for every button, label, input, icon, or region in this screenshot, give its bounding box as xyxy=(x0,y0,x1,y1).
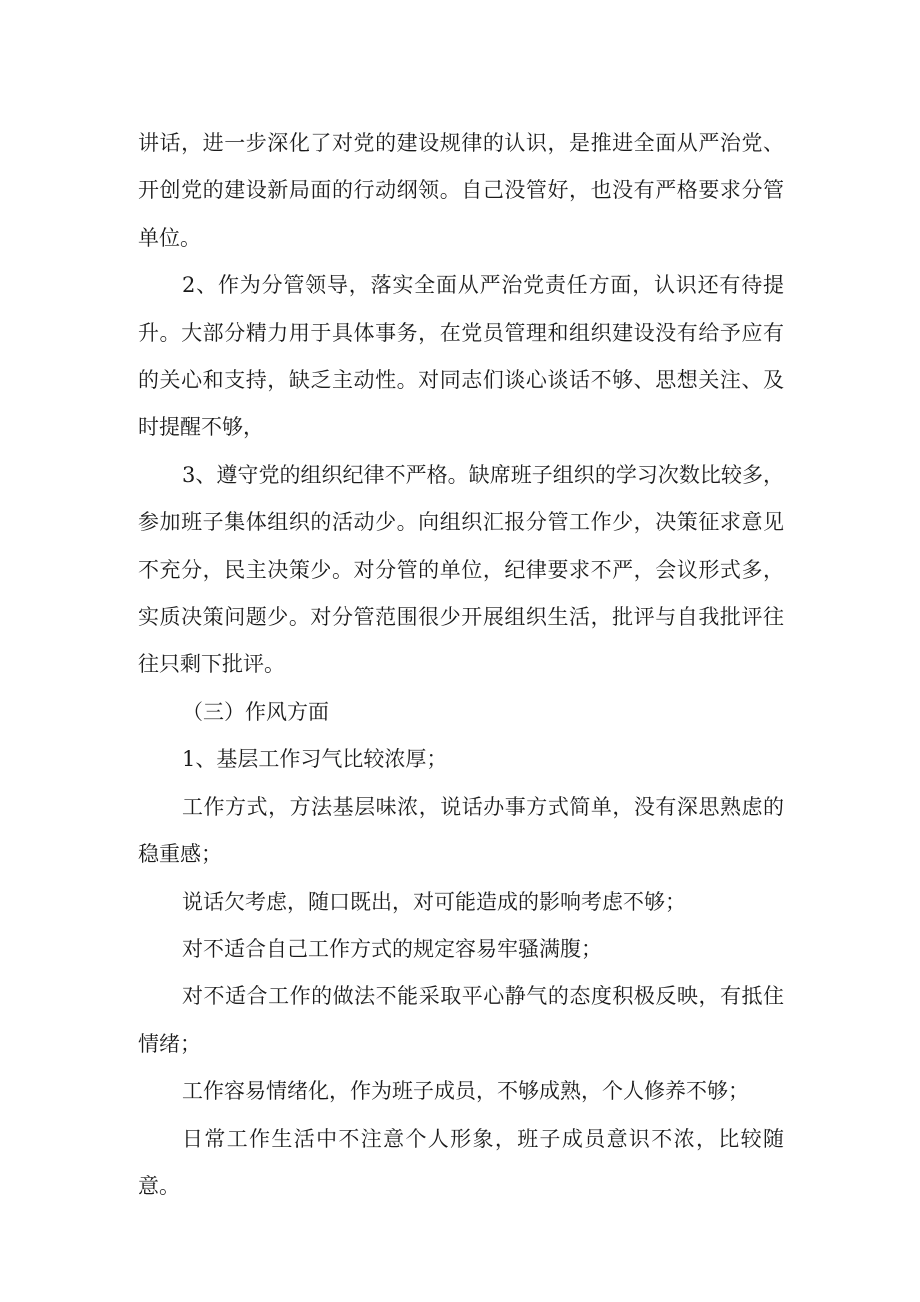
paragraph-feedback: 对不适合工作的做法不能采取平心静气的态度积极反映，有抵住情绪； xyxy=(138,984,784,1056)
paragraph-image: 日常工作生活中不注意个人形象，班子成员意识不浓，比较随意。 xyxy=(138,1126,784,1198)
paragraph-complaints: 对不适合自己工作方式的规定容易牢骚满腹； xyxy=(182,936,602,961)
document-body xyxy=(138,120,784,1210)
paragraph-emotion: 工作容易情绪化，作为班子成员，不够成熟，个人修养不够； xyxy=(182,1079,749,1104)
paragraph-continuation: 讲话，进一步深化了对党的建设规律的认识，是推进全面从严治党、开创党的建设新局面的行动纲领。自己没管好，也没有严格要求分管单位。 xyxy=(138,131,784,250)
paragraph-style-item-1: 1、基层工作习气比较浓厚； xyxy=(182,747,448,772)
paragraph-speech: 说话欠考虑，随口既出，对可能造成的影响考虑不够； xyxy=(182,889,686,914)
paragraph-work-method: 工作方式，方法基层味浓，说话办事方式简单，没有深思熟虑的稳重感； xyxy=(138,794,784,867)
paragraph-item-2: 2、作为分管领导，落实全面从严治党责任方面，认识还有待提升。大部分精力用于具体事务，在党员管理和组织建设没有给予应有的关心和支持，缺乏主动性。对同志们谈心谈话不够、思想关注、及时提醒不够， xyxy=(138,273,784,440)
paragraph-item-3: 3、遵守党的组织纪律不严格。缺席班子组织的学习次数比较多，参加班子集体组织的活动少。向组织汇报分管工作少，决策征求意见不充分，民主决策少。对分管的单位，纪律要求不严，会议形式多，实质决策问题少。对分管范围很少开展组织生活，批评与自我批评往往只剩下批评。 xyxy=(138,462,784,677)
section-heading-style: （三）作风方面 xyxy=(182,699,329,724)
